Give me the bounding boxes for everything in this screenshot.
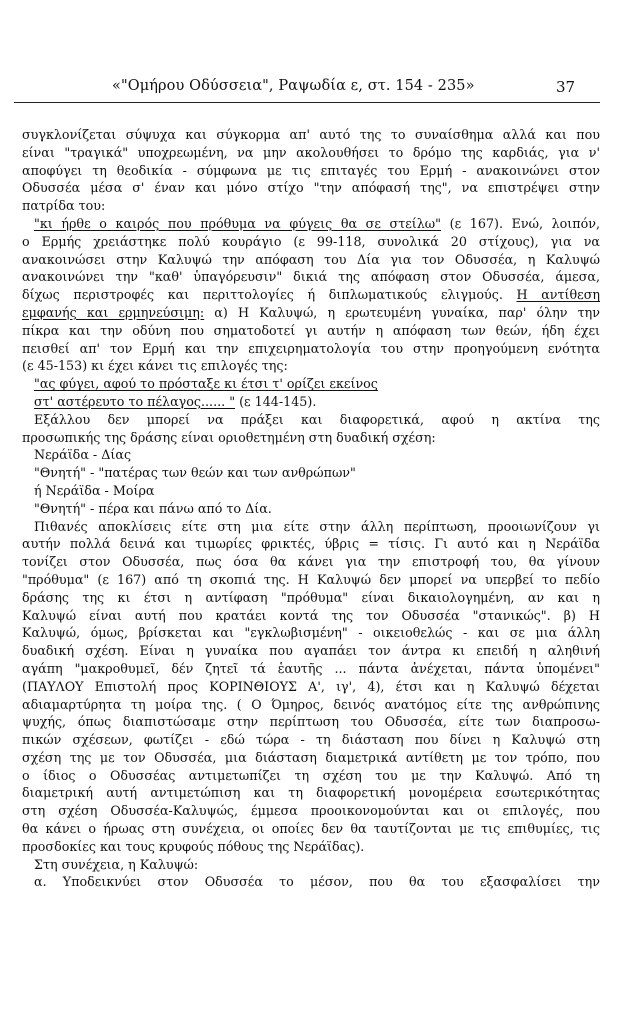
text-line: Στη συνέχεια, η Καλυψώ:	[34, 856, 199, 872]
text-line: ο Ερμής χρειάστηκε πολύ κουράγιο (ε 99-118, συνολικά 20 στίχους), για να	[22, 233, 600, 249]
text-line: διαμετρική αυτή αντιμετώπιση και τη διαφορετική μονομέρεια εσωτερικότητας	[22, 785, 600, 801]
text-line: ο ίδιος ο Οδυσσέας αντιμετωπίζει τη σχέση του με την Καλυψώ. Από τη	[22, 767, 600, 783]
text-line: αγάπη "μακροθυμεῖ, δέν ζητεῖ τά ἑαυτῆς ... πάντα ἀνέχεται, πάντα ὑπομένει"	[22, 660, 600, 676]
text-line	[22, 393, 600, 411]
text-line: α. Υποδεικνύει στον Οδυσσέα το μέσον, που θα του εξασφαλίσει την	[34, 874, 600, 890]
text-line: αυτήν πολλά δεινά και τιμωρίες φρικτές, ύβρις = τίσις. Γι αυτό και η Νεράϊδα	[22, 536, 600, 552]
text-line: αποφύγει τη θεοδικία - σύμφωνα με τις επιταγές του Ερμή - ανακοινώνει στον	[22, 162, 600, 178]
text-line	[22, 286, 600, 304]
text-line: "Θνητή" - "πατέρας των θεών και των ανθρώπων"	[34, 465, 356, 481]
text-span: (ε 167). Ενώ, λοιπόν,	[441, 215, 600, 231]
text-line: ψυχής, όπως διαπιστώσαμε στην περίπτωση του Οδυσσέα, είτε των διαπροσω-	[22, 714, 600, 730]
text-span: δίχως περιστροφές και περιττολογίες ή διπλωματικούς ελιγμούς.	[22, 287, 517, 303]
text-line	[22, 304, 600, 322]
text-span: (ε 144-145).	[235, 393, 317, 409]
text-line: προσωπικής της δράσης είναι οριοθετημένη στη δυαδική σχέση:	[22, 429, 436, 445]
text-line: ή Νεράϊδα - Μοίρα	[34, 482, 155, 498]
underlined-span: στ' αστέρευτο το πέλαγος...... "	[34, 393, 236, 409]
text-line: στη σχέση Οδυσσέα-Καλυψώς, έμμεσα προοικονομούνται και οι επιλογές, που	[22, 803, 600, 819]
text-line: ανακοινώσει στην Καλυψώ την απόφαση του Δία για τον Οδυσσέα, η Καλυψώ	[22, 251, 600, 267]
text-line: Καλυψώ, όμως, βρίσκεται και "εγκλωβισμένη" - οικειοθελώς - και σε μια άλλη	[22, 625, 600, 641]
underlined-span: "κι ήρθε ο καιρός που πρόθυμα να φύγεις θα σε στείλω"	[34, 215, 441, 231]
text-line: "πρόθυμα" (ε 167) από τη σκοπιά της. Η Καλυψώ δεν μπορεί να υπερβεί το πεδίο	[22, 571, 600, 587]
underlined-span: Η αντίθεση	[516, 287, 600, 303]
text-line: προσδοκίες και τους κρυφούς πόθους της Νεράϊδας).	[22, 838, 365, 854]
text-line	[22, 375, 600, 393]
text-line: τονίζει στον Οδυσσέα, πως όσα θα κάνει για την επιστροφή του, θα γίνουν	[22, 554, 600, 570]
text-line: Καλυψώ είναι αυτή που κρατάει κοντά της τον Οδυσσέα "στανικώς". β) Η	[22, 607, 600, 623]
text-line: (ΠΑΥΛΟΥ Επιστολή προς ΚΟΡΙΝΘΙΟΥΣ Α', ιγ', 4), έτσι και η Καλυψώ δέχεται	[22, 678, 600, 694]
text-line: ανακοινώνει την "καθ' ὑπαγόρευσιν" δικιά της απόφαση στον Οδυσσέα, άμεσα,	[22, 269, 600, 285]
body-text	[22, 126, 600, 891]
text-line: είναι "τραγικά" υποχρεωμένη, να μην ακολουθήσει το δρόμο της καρδιάς, για ν'	[22, 144, 600, 160]
text-line: Νεράϊδα - Δίας	[34, 447, 132, 463]
text-line: Εξάλλου δεν μπορεί να πράξει και διαφορετικά, αφού η ακτίνα της	[34, 411, 600, 427]
text-line: πεισθεί απ' τον Ερμή και την επιχειρηματολογία του στην προηγούμενη ενότητα	[22, 340, 600, 356]
text-line: θα κάνει ο ήρωας στη συνέχεια, οι οποίες δεν θα ταυτίζονται με τις επιθυμίες, τις	[22, 821, 600, 837]
text-line: σχέση της με τον Οδυσσέα, μια διάσταση διαμετρικά αντίθετη με τον τρόπο, που	[22, 749, 600, 765]
text-line: "Θνητή" - πέρα και πάνω από το Δία.	[34, 500, 272, 516]
underlined-span: "ας φύγει, αφού το πρόσταξε κι έτσι τ' ορίζει εκείνος	[34, 376, 378, 392]
text-line: συγκλονίζεται σύψυχα και σύγκορμα απ' αυτό της το συναίσθημα αλλά και που	[22, 127, 600, 142]
text-span: α) Η Καλυψώ, η ερωτευμένη γυναίκα, παρ' όλην την	[204, 304, 600, 320]
header-rule	[14, 102, 600, 103]
running-header	[0, 60, 631, 104]
text-line: πικών σχέσεων, φωτίζει - εδώ τώρα - τη διάσταση που δίνει η Καλυψώ στη	[22, 732, 600, 748]
text-line: πατρίδα του:	[22, 198, 106, 214]
underlined-span: εμφανής και ερμηνεύσιμη:	[22, 304, 205, 320]
page-number: 37	[556, 78, 576, 96]
text-line: Οδυσσέα μέσα σ' έναν και μόνο στίχο "την απόφασή της", να επιστρέψει στην	[22, 180, 600, 196]
text-line: (ε 45-153) κι έχει κάνει τις επιλογές της:	[22, 358, 288, 374]
text-line	[22, 215, 600, 233]
text-line: δράσης της κι έτσι η αντίφαση "πρόθυμα" είναι δικαιολογημένη, αν και η	[22, 589, 600, 605]
running-title: «"Ομήρου Οδύσσεια", Ραψωδία ε, στ. 154 - 235»	[112, 78, 475, 94]
text-line: Πιθανές αποκλίσεις είτε στη μια είτε στην άλλη περίπτωση, προοιωνίζουν γι	[34, 518, 600, 534]
text-line: πίκρα και την οδύνη που σηματοδοτεί γι αυτήν η απόφαση των θεών, ήδη έχει	[22, 322, 600, 338]
text-line: δυαδική σχέση. Είναι η γυναίκα που αγαπάει τον άντρα κι επειδή η αληθινή	[22, 643, 600, 659]
text-line: αδιαμαρτύρητα τη μοίρα της. ( Ο Όμηρος, δεινός ανατόμος είτε της ανθρώπινης	[22, 696, 600, 712]
